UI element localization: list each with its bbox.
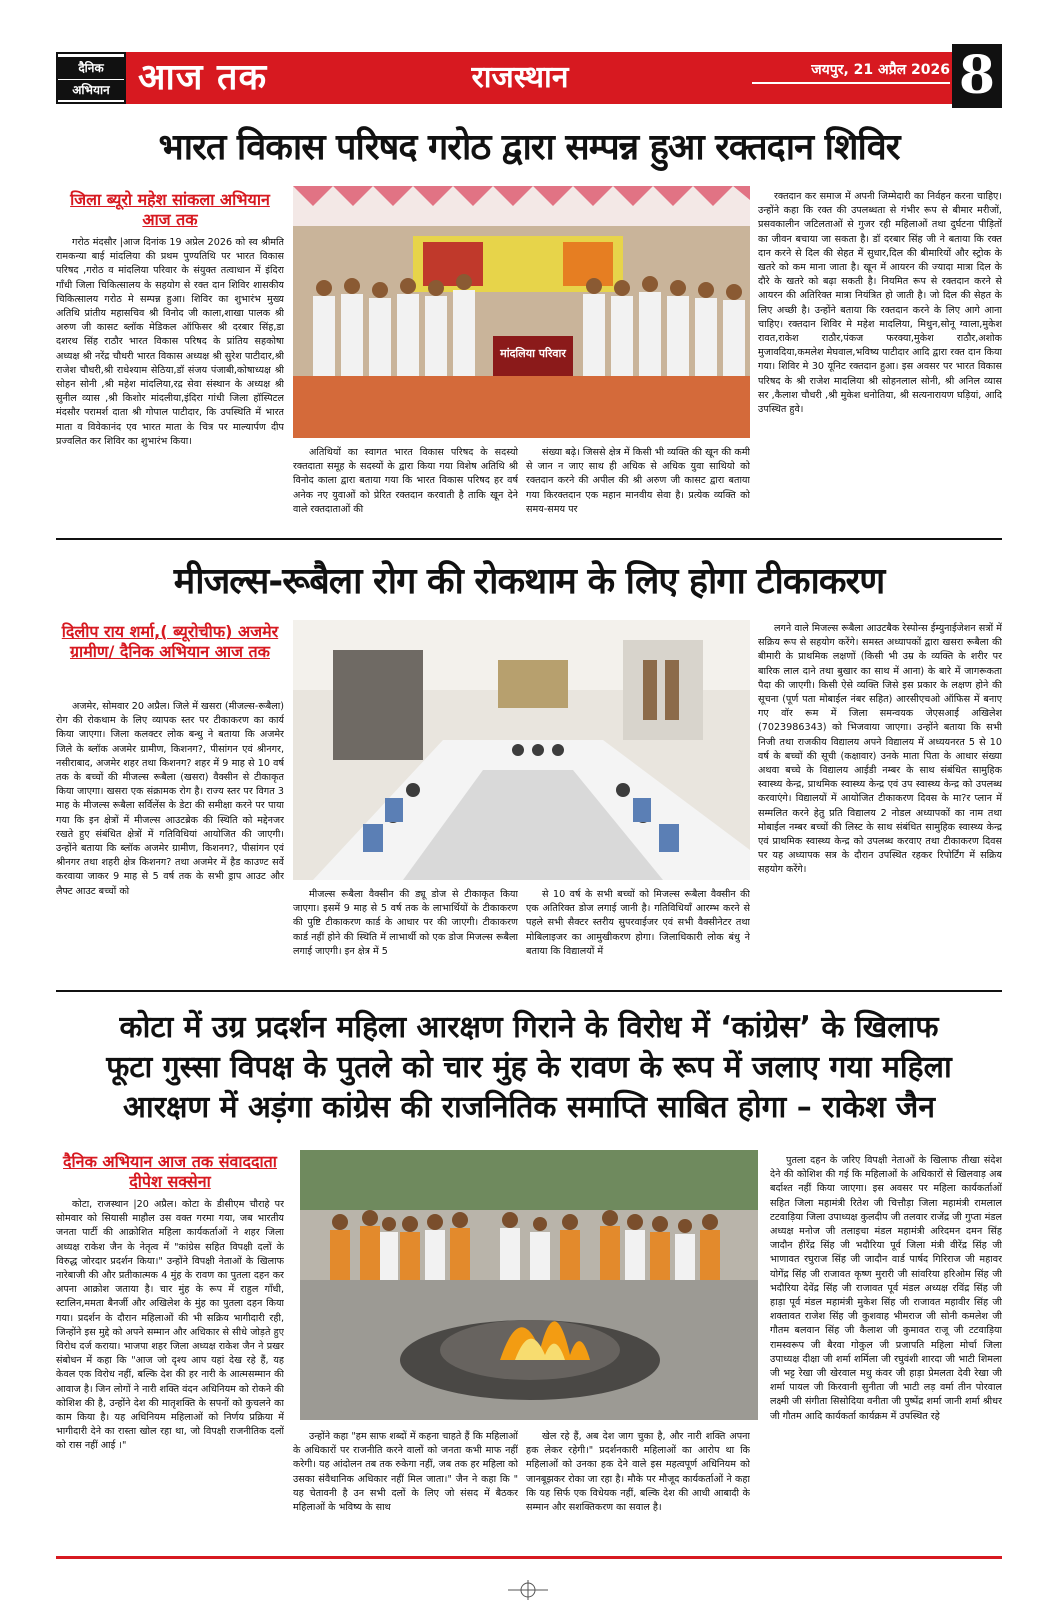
page-number: 8 bbox=[952, 44, 1002, 108]
article2-byline: दिलीप राय शर्मा,( ब्यूरोचीफ) अजमेर ग्रामीण/ दैनिक अभियान आज तक bbox=[61, 622, 279, 661]
photo-banner-text: मांदलिया परिवार bbox=[500, 347, 566, 360]
article3-byline: दैनिक अभियान आज तक संवाददाता दीपेश सक्सेना bbox=[63, 1152, 277, 1191]
meeting-room-photo-icon bbox=[293, 620, 750, 880]
article3-col4: पुतला दहन के जरिए विपक्षी नेताओं के खिलाफ तीखा संदेश देने की कोशिश की गई कि महिलाओं के अधिकारों से खिलवाड़ अब बर्दाश्त नहीं किया जाएगा। इस अवसर पर महिला कार्यकर्ताओं सहित जिला महामंत्री रितेश जी चित्तौड़ा जिला महामंत्री रामलाल टटवाड़िया जिला उपाध्यक्ष कुलदीप जी तलवार राजेंद्र जी गुप्ता मंडल अध्यक्ष मनोज जी तलाइचा मंडल महामंत्री अरिदमन दमन सिंह जादौन हीरेंद्र सिंह जी भदौरिया पूर्व जिला मंत्री वीरेंद्र सिंह जी भाणावत रघुराज सिंह जी जादौन वार्ड पार्षद गिरिराज जी महावर योगेंद्र सिंह जी राजावत कृष्ण मुरारी जी सांवरिया हरिओम सिंह जी भदौरिया देवेंद्र सिंह जी राजावत पूर्व मंडल अध्यक्ष रविंद्र सिंह जी हाड़ा पूर्व मंडल महामंत्री मुकेश सिंह जी राजावत महावीर सिंह जी शक्तावत राजेश सिंह जी कुशवाह भीमराज जी सोनी कमलेश जी गौतम बलवान सिंह जी कैलाश जी कुमावत राजू जी टटवाड़िया रामस्वरूप जी बैरवा गोकुल जी प्रजापति महिला मोर्चा जिला उपाध्यक्ष दीक्षा जी शर्मा शर्मिला जी रघुवंशी शारदा जी भाटी शिमला जी भट्ट रेखा जी खेरवाल मधु कंवर जी हाड़ा प्रेमलता देवी रेखा जी शर्मा पायल जी किरवानी सुनीता जी भाटी लड़ वर्मा तीन पोरवाल लक्ष्मी जी संगीता सिसोदिया वनीता जी पुष्पेंद्र शर्मा जानी शर्मा श्रीधर जी गौतम आदि कार्यकर्ता कार्यक्रम में उपस्थित रहे bbox=[770, 1155, 1002, 1422]
group-photo-banner-icon bbox=[293, 186, 750, 438]
section-divider-1 bbox=[56, 538, 1002, 540]
section-title: राजस्थान bbox=[471, 60, 569, 95]
article3-photo bbox=[300, 1150, 758, 1420]
article2-photo bbox=[293, 620, 750, 880]
article2-col4: लगने वाले मिजल्स रूबैला आउटबैक रेस्पोन्स ईम्युनाईजेशन सत्रों में सक्रिय रूप से सहयोग करेंगे। समस्त अध्यापकों द्वारा खसरा रूबैला की बीमारी के प्राथमिक लक्षणों (किसी भी उम्र के व्यक्ति के शरीर पर बारिक लाल दाने तथा बुखार का साथ में आना) के बारे में जागरूकता पैदा की जाएगी। किसी ऐसे व्यक्ति जिसे इस प्रकार के लक्षण होने की सूचना (पूर्ण पता मोबाईल नंबर सहित) आरसीएचओ ऑफिस में बनाए गए वॉर रूम में जिला समन्वयक जेएसआई अखिलेश (7023986343) को भिजवाया जाएगा। उन्होंने बताया कि सभी निजी तथा राजकीय विद्यालय अपने विद्यालय में अध्ययनरत 5 से 10 वर्ष के बच्चों की सूची (कक्षावार) उनके माता पिता के आधार संख्या अथवा बच्चे के विद्यालय आईडी नम्बर के साथ संबंधित सामुहिक स्वास्थ्य केन्द्र, प्राथमिक स्वास्थ्य केन्द्र एवं उप स्वास्थ्य केन्द्र को उपलब्ध करवाएंगे। विद्यालयों में आयोजित टीकाकरण दिवस के मा?र प्लान में सम्मलित करने हेतु प्रति विद्यालय 2 नोडल अध्यापकों का नाम तथा मोबाईल नम्बर बच्चों की लिस्ट के साथ संबंधित सामुहिक स्वास्थ्य केन्द्र एवं प्राथमिक स्वास्थ्य केन्द्र को उपलब्ध करवाए तथा टीकाकरण दिवस पर यह अध्यापक सत्र के दौरान उपस्थित रहकर रिपोर्टिंग में सक्रिय सहयोग करेंगे। bbox=[758, 623, 1002, 876]
article2-headline: मीजल्स-रूबैला रोग की रोकथाम के लिए होगा टीकाकरण bbox=[173, 561, 885, 602]
article3-col2: उन्होंने कहा "हम साफ शब्दों में कहना चाहते हैं कि महिलाओं के अधिकारों पर राजनीति करने वालों को जनता कभी माफ नहीं करेगी। यह आंदोलन तब तक रुकेगा नहीं, जब तक हर महिला को उसका संवैधानिक अधिकार नहीं मिल जाता।" जैन ने कहा कि " यह चेतावनी है उन सभी दलों के लिए जो संसद में बैठकर महिलाओं के भविष्य के साथ bbox=[293, 1431, 518, 1514]
article2-col2: मीजल्स रूबैला वैक्सीन की ड्यू डोज से टीकाकृत किया जाएगा। इसमें 9 माह से 5 वर्ष तक के लाभार्थियों के टीकाकरण की पुष्टि टीकाकरण कार्ड के आधार पर की जाएगी। टीकाकरण कार्ड नहीं होने की स्थिति में लाभार्थी को एक डोज मिजल्स रूबैला लगाई जाएगी। इन क्षेत्र में 5 bbox=[293, 889, 518, 957]
article2-col1: अजमेर, सोमवार 20 अप्रैल। जिले में खसरा (मीजल्स-रूबैला) रोग की रोकथाम के लिए व्यापक स्तर पर टीकाकरण का कार्य किया जाएगा। जिला कलक्टर लोक बन्धु ने बताया कि अजमेर जिले के ब्लॉक अजमेर ग्रामीण, किशनग?, पीसांगन एवं श्रीनगर, नसीराबाद, अजमेर शहर तथा किशनग? शहर में 9 माह से 10 वर्ष तक के बच्चों की मीजल्स रूबैला (खसरा) वैक्सीन से टीकाकृत किया जाएगा। खसरा एक संक्रामक रोग है। राज्य स्तर पर विगत 3 माह के मीजल्स रूबैला सर्विलेंस के डेटा की समीक्षा करने पर पाया गया कि इन क्षेत्रों में मीजल्स आउटब्रेक की स्थिति को मद्देनजर रखते हुए संबंधित क्षेत्रों में गतिविधियां आयोजित की जाएगी। उन्होंने बताया कि ब्लॉक अजमेर ग्रामीण, किशनग?, पीसांगन एवं श्रीनगर तथा शहरी क्षेत्र किशनग? तथा अजमेर में हैड काउण्ट सर्वे करवाया जाकर 9 माह से 5 वर्ष तक के सभी ड्राप आउट और लैफ्ट आउट बच्चों को bbox=[56, 701, 284, 897]
protest-effigy-burning-photo-icon bbox=[300, 1150, 758, 1420]
article2-col3: से 10 वर्ष के सभी बच्चों को मिजल्स रूबैला वैक्सीन की एक अतिरिक्त डोज लगाई जानी है। गतिविधियाँ आरम्भ करने से पहले सभी सैक्टर स्तरीय सुपरवाईजर एवं सभी वैक्सीनेटर तथा मोबिलाइजर का आमुखीकरण होगा। जिलाधिकारी लोक बंधु ने बताया कि विद्यालयों में bbox=[526, 889, 750, 957]
article1-col4: रक्तदान कर समाज में अपनी जिम्मेदारी का निर्वहन करना चाहिए। उन्होंने कहा कि रक्त की उपलब्धता से गंभीर रूप से बीमार मरीजों, प्रसवकालीन जटिलताओं से गुजर रही महिलाओं तथा दुर्घटना पीड़ितों का जीवन बचाया जा सकता है। डॉ दरबार सिंह जी ने बताया कि रक्त दान करने से दिल की सेहत में सुधार,दिल की बीमारियों और स्ट्रोक के खतरे को कम माना जाता है। खून में आयरन की ज्यादा मात्रा दिल के दौरे के खतरे को बढ़ा सकती है। नियमित रूप से रक्तदान करने से आयरन की अतिरिक्त मात्रा नियंत्रित हो जाती है। जो दिल की सेहत के लिए अच्छी है। उन्होंने बताया कि रक्तदान करने के लिए आगे आना चाहिए। रक्तदान शिविर मे महेश मादलिया, मिथुन,सोनू ग्वाला,मुकेश रावत,राकेश राठौर,पंकज फरक्या,मुकेश राठौर,अशोक मुजावदिया,कमलेश मेघवाल,भविष्य पाटीदार आदि द्वारा रक्त दान किया गया। शिविर मे 30 यूनिट रक्तदान हुआ। इस अवसर पर भारत विकास परिषद के श्री राजेश मादलिया श्री सोहनलाल सोनी, श्री अनिल व्यास सर ,कैलाश चौधरी ,श्री मुकेश धनोतिया, श्री सत्यनारायण घड़ियां, आदि उपस्थित हुवे। bbox=[758, 191, 1002, 416]
article1-headline: भारत विकास परिषद गरोठ द्वारा सम्पन्न हुआ रक्तदान शिविर bbox=[158, 127, 900, 168]
brand-logo-box bbox=[56, 52, 126, 104]
article1-col3: संख्या बढ़े। जिससे क्षेत्र में किसी भी व्यक्ति की खून की कमी से जान न जाए साथ ही अधिक से अधिक युवा साथियो को रक्तदान करने की अपील की श्री अरुण जी कासट द्वारा बताया गया किरक्तदान एक महान मानवीय सेवा है। प्रत्येक व्यक्ति को समय-समय पर bbox=[526, 447, 750, 515]
article3-headline-line3: आरक्षण में अड़ंगा कांग्रेस की राजनितिक समाप्ति साबित होगा – राकेश जैन bbox=[123, 1090, 935, 1125]
article1-col2: अतिथियों का स्वागत भारत विकास परिषद के सदस्यो रक्तदाता समूह के सदस्यों के द्वारा किया गया विशेष अतिथि श्री विनोद काला द्वारा बताया गया कि भारत विकास परिषद हर वर्ष अनेक नए युवाओं को प्रेरित रक्तदान करवाती है ताकि खून देने वाले रक्तदाताओं की bbox=[293, 447, 518, 515]
article3-headline-line1: कोटा में उग्र प्रदर्शन महिला आरक्षण गिराने के विरोध में ‘कांग्रेस’ के खिलाफ bbox=[119, 1010, 939, 1045]
brand-small-line2: अभियान bbox=[58, 80, 124, 100]
article1-col1: गरोठ मंदसौर |आज दिनांक 19 अप्रेल 2026 को स्व श्रीमति रामकन्या बाई मांदलिया की प्रथम पुण्यतिथि पर भारत विकास परिषद ,गरोठ व मांदलिया परिवार के संयुक्त तत्वाधान में इंदिरा गाँधी जिला चिकित्सालय के सहयोग से रक्त दान शिविर शासकीय चिकित्सालय गरोठ मे सम्पन्न हुआ। शिविर का शुभारंभ मुख्य अतिथि प्रांतीय महासचिव श्री विनोद जी काला,शाखा पालक श्री अरुण जी कासट ब्लॉक मेडिकल ऑफिसर श्री दरबार सिंह,डा दशरथ सिंह राठौर भारत विकास परिषद के प्रांतिय सहकोषा अध्यक्ष श्री नरेंद्र चौधरी भारत विकास अध्यक्ष श्री सुरेश पाटीदार,श्री राजेश चौधरी,श्री राधेश्याम सेठिया,डॉ संजय पंजाबी,कोषाध्यक्ष श्री सोहन सोनी ,श्री महेश मांदलिया,रद्र सेवा संस्थान के अध्यक्ष श्री सुनील व्यास ,श्री किशोर मांदलीया,इंदिरा गांधी जिला हॉस्पिटल मंदसौर परामर्श दाता श्री गोपाल पाटीदार, कि उपस्थिति में भारत माता व विवेकानंद एव भारत माता के चित्र पर माल्यार्पण दीप प्रज्वलित कर शिविर का शुभारंभ किया। bbox=[56, 237, 284, 447]
registration-mark-icon bbox=[503, 1580, 553, 1600]
footer-rule bbox=[56, 1556, 1002, 1559]
dateline: जयपुर, 21 अप्रैल 2026 bbox=[811, 62, 950, 78]
article3-col1: कोटा, राजस्थान |20 अप्रैल। कोटा के डीसीएम चौराहे पर सोमवार को सियासी माहौल उस वक्त गरमा गया, जब भारतीय जनता पार्टी की आक्रोशित महिला कार्यकर्ताओं ने शहर जिला अध्यक्ष राकेश जैन के नेतृत्व में "कांग्रेस सहित विपक्षी दलों के विरुद्ध जोरदार प्रदर्शन किया।" उन्होंने विपक्षी नेताओं के खिलाफ नारेबाजी की और प्रतीकात्मक 4 मुंह के रावण का पुतला दहन कर अपना आक्रोश जताया है। चार मुंह के रूप में राहुल गाँधी, स्टालिन,ममता बैनर्जी और अखिलेश के मुंह का पुतला दहन किया गया। प्रदर्शन के दौरान महिलाओं की भी सक्रिय भागीदारी रही, जिन्होंने इस मुद्दे को अपने सम्मान और अधिकार से सीधे जोड़ते हुए विरोध दर्ज कराया। भाजपा शहर जिला अध्यक्ष राकेश जैन ने प्रखर संबोधन में कहा कि "आज जो दृश्य आप यहां देख रहे हैं, यह केवल एक विरोध नहीं, बल्कि देश की हर नारी के आत्मसम्मान की आवाज है। जिन लोगों ने नारी शक्ति वंदन अधिनियम को रोकने की कोशिश की है, उन्होंने देश की मातृशक्ति के सपनों को कुचलने का काम किया है। यह अधिनियम महिलाओं को निर्णय प्रक्रिया में भागीदारी देने का रास्ता खोल रहा था, जो विपक्षी राजनीतिक दलों को रास नहीं आई ।" bbox=[56, 1199, 284, 1452]
brand-title: आज तक bbox=[138, 57, 268, 98]
section-divider-2 bbox=[56, 990, 1002, 992]
article3-headline-line2: फूटा गुस्सा विपक्ष के पुतले को चार मुंह के रावण के रूप में जलाए गया महिला bbox=[106, 1050, 952, 1085]
article3-col3: खेल रहे हैं, अब देश जाग चुका है, और नारी शक्ति अपना हक लेकर रहेगी।" प्रदर्शनकारी महिलाओं का आरोप था कि महिलाओं को उनका हक देने वाले इस महत्वपूर्ण अधिनियम को जानबूझकर रोका जा रहा है। मौके पर मौजूद कार्यकर्ताओं ने कहा कि यह सिर्फ एक विधेयक नहीं, बल्कि देश की आधी आबादी के सम्मान और सशक्तिकरण का सवाल है। bbox=[526, 1431, 750, 1514]
article1-photo bbox=[293, 186, 750, 438]
brand-small-line1: दैनिक bbox=[58, 57, 124, 79]
article1-byline: जिला ब्यूरो महेश सांकला अभियान आज तक bbox=[70, 190, 270, 229]
dateline-rule bbox=[752, 82, 950, 84]
